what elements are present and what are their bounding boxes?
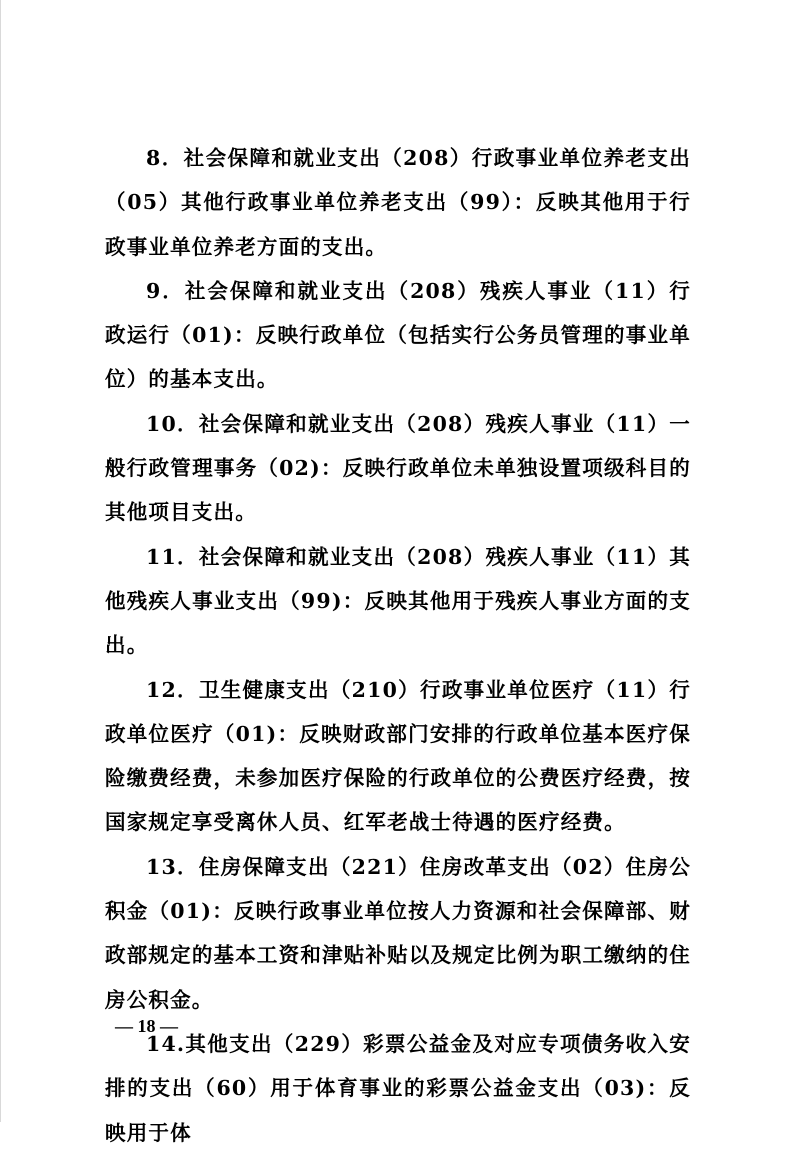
page-number: — 18 — (115, 1016, 178, 1036)
paragraph-item-12: 12．卫生健康支出（210）行政事业单位医疗（11）行政单位医疗（01)：反映财政部门安排的行政单位基本医疗保险缴费经费，未参加医疗保险的行政单位的公费医疗经费，按国家规定享受离休人员、红军老战士待遇的医疗经费。 (105, 677, 691, 835)
paragraph-item-8: 8．社会保障和就业支出（208）行政事业单位养老支出（05）其他行政事业单位养老支出（99）：反映其他用于行政事业单位养老方面的支出。 (105, 146, 691, 259)
paragraph-item-9: 9．社会保障和就业支出（208）残疾人事业（11）行政运行（01)：反映行政单位（包括实行公务员管理的事业单位）的基本支出。 (105, 278, 691, 392)
page-body (105, 136, 691, 1155)
paragraph-item-11: 11．社会保障和就业支出（208）残疾人事业（11）其他残疾人事业支出（99)：反映其他用于残疾人事业方面的支出。 (105, 544, 691, 658)
paragraph-item-13: 13．住房保障支出（221）住房改革支出（02）住房公积金（01)：反映行政事业单位按人力资源和社会保障部、财政部规定的基本工资和津贴补贴以及规定比例为职工缴纳的住房公积金。 (105, 854, 691, 1012)
paragraph-item-10: 10．社会保障和就业支出（208）残疾人事业（11）一般行政管理事务（02)：反映行政单位未单独设置项级科目的其他项目支出。 (105, 411, 691, 525)
paragraph-item-14: 14.其他支出（229）彩票公益金及对应专项债务收入安排的支出（60）用于体育事业的彩票公益金支出（03)：反映用于体 (105, 1031, 691, 1145)
